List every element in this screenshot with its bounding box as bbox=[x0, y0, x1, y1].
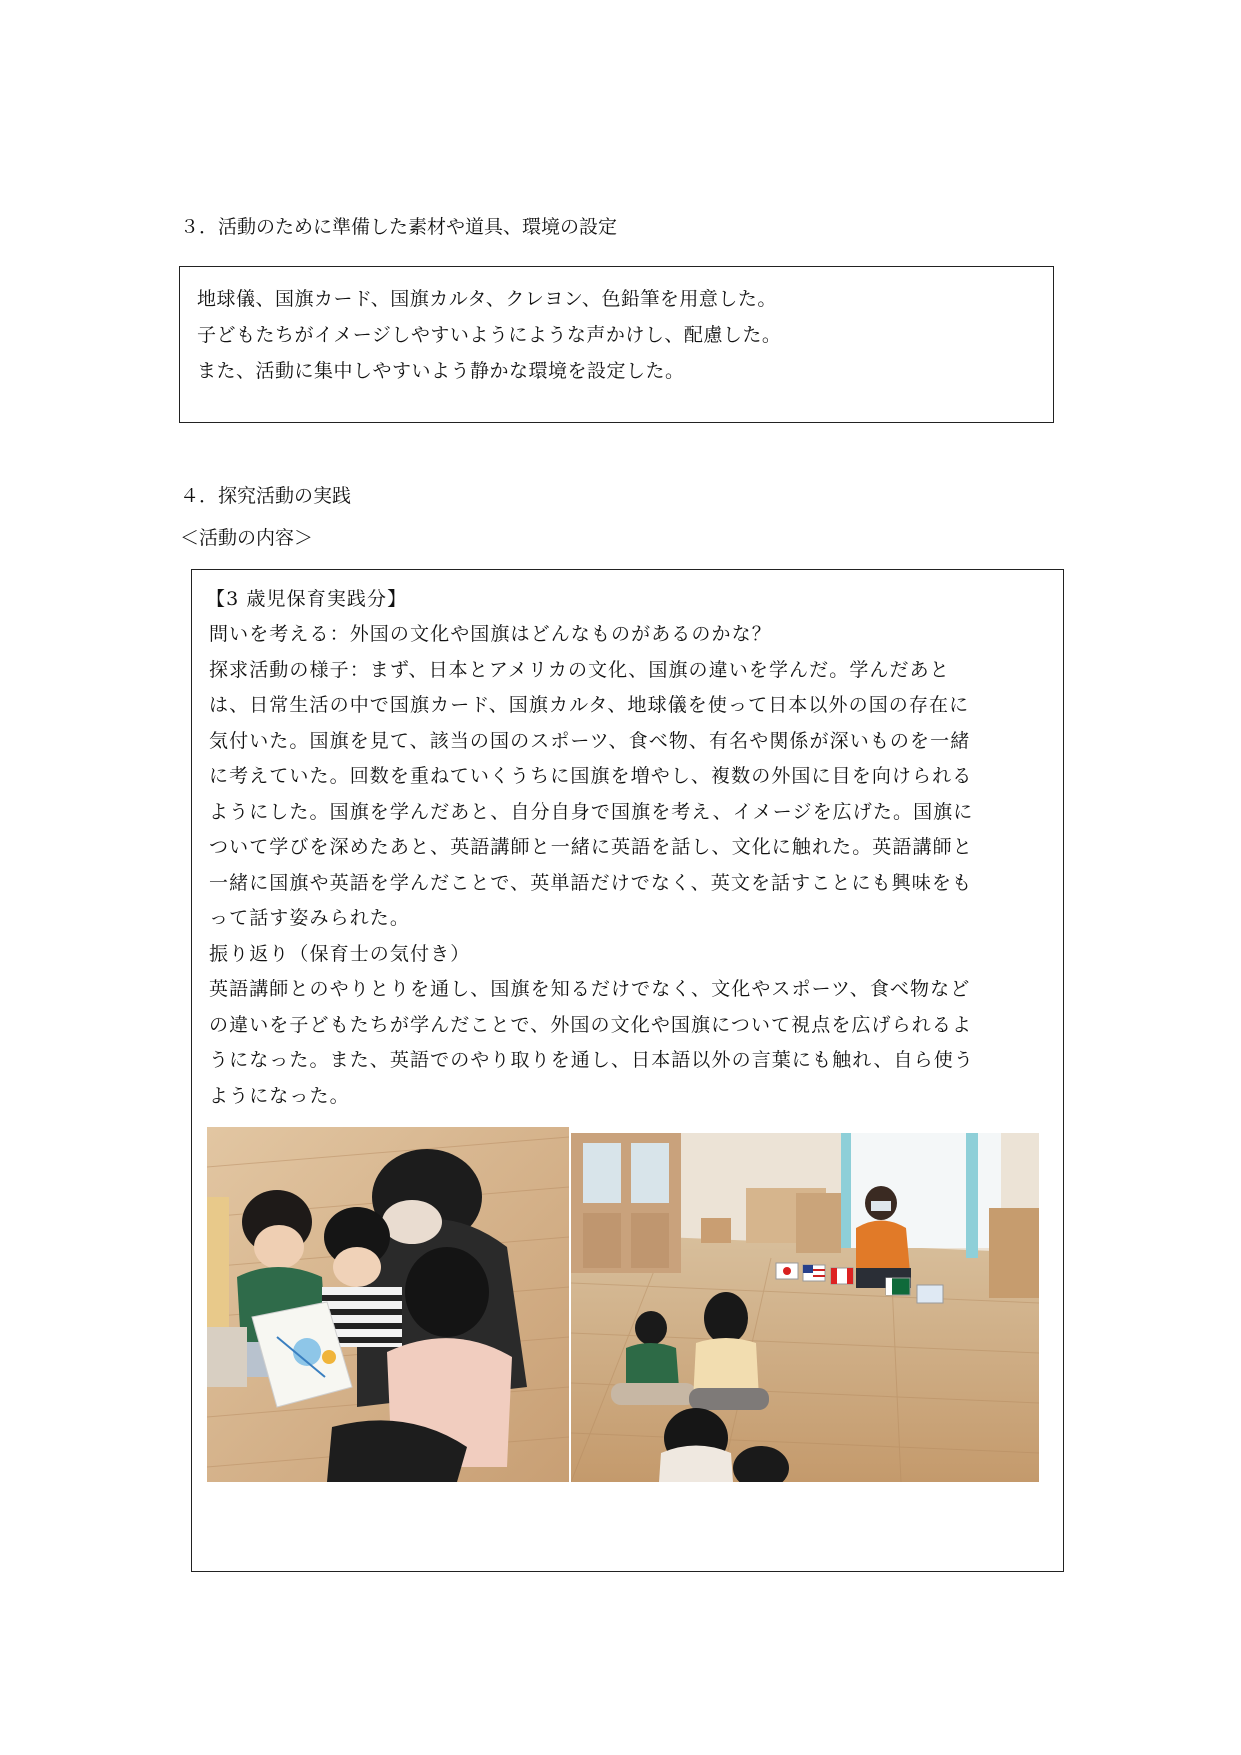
photo-classroom-flags bbox=[571, 1133, 1039, 1482]
materials-line-2: 子どもたちがイメージしやすいようにような声かけし、配慮した。 bbox=[197, 324, 782, 346]
photo-classroom-flags-image bbox=[571, 1133, 1039, 1482]
activity-line-9: 一緒に国旗や英語を学んだことで、英単語だけでなく、英文を話すことにも興味をも bbox=[209, 872, 973, 894]
activity-line-11: 振り返り（保育士の気付き） bbox=[209, 943, 471, 965]
activity-line-5: 気付いた。国旗を見て、該当の国のスポーツ、食べ物、有名や関係が深いものを一緒 bbox=[209, 730, 971, 752]
activity-line-3: 探求活動の様子：まず、日本とアメリカの文化、国旗の違いを学んだ。学んだあと bbox=[209, 659, 950, 681]
activity-line-8: ついて学びを深めたあと、英語講師と一緒に英語を話し、文化に触れた。英語講師と bbox=[209, 836, 973, 858]
materials-box bbox=[179, 266, 1054, 423]
materials-line-3: また、活動に集中しやすいよう静かな環境を設定した。 bbox=[197, 360, 685, 382]
activity-line-2: 問いを考える：外国の文化や国旗はどんなものがあるのかな？ bbox=[209, 623, 772, 645]
activity-line-14: うになった。また、英語でのやり取りを通し、日本語以外の言葉にも触れ、自ら使う bbox=[209, 1049, 974, 1071]
photo-children-drawing-image bbox=[207, 1127, 569, 1482]
materials-line-1: 地球儀、国旗カード、国旗カルタ、クレヨン、色鉛筆を用意した。 bbox=[197, 288, 777, 310]
activity-content-subheading: ＜活動の内容＞ bbox=[180, 527, 314, 549]
activity-line-15: ようになった。 bbox=[209, 1085, 350, 1107]
section-4-heading: ４．探究活動の実践 bbox=[180, 485, 352, 507]
photo-children-drawing bbox=[207, 1127, 569, 1482]
section-3-heading: ３．活動のために準備した素材や道具、環境の設定 bbox=[180, 216, 618, 238]
activity-line-1: 【3 歳児保育実践分】 bbox=[206, 588, 408, 610]
activity-line-6: に考えていた。回数を重ねていくうちに国旗を増やし、複数の外国に目を向けられる bbox=[209, 765, 973, 787]
activity-line-4: は、日常生活の中で国旗カード、国旗カルタ、地球儀を使って日本以外の国の存在に bbox=[209, 694, 970, 716]
activity-line-13: の違いを子どもたちが学んだことで、外国の文化や国旗について視点を広げられるよ bbox=[209, 1014, 973, 1036]
activity-line-7: ようにした。国旗を学んだあと、自分自身で国旗を考え、イメージを広げた。国旗に bbox=[209, 801, 974, 823]
activity-line-12: 英語講師とのやりとりを通し、国旗を知るだけでなく、文化やスポーツ、食べ物など bbox=[209, 978, 971, 1000]
activity-line-10: って話す姿みられた。 bbox=[209, 907, 411, 929]
